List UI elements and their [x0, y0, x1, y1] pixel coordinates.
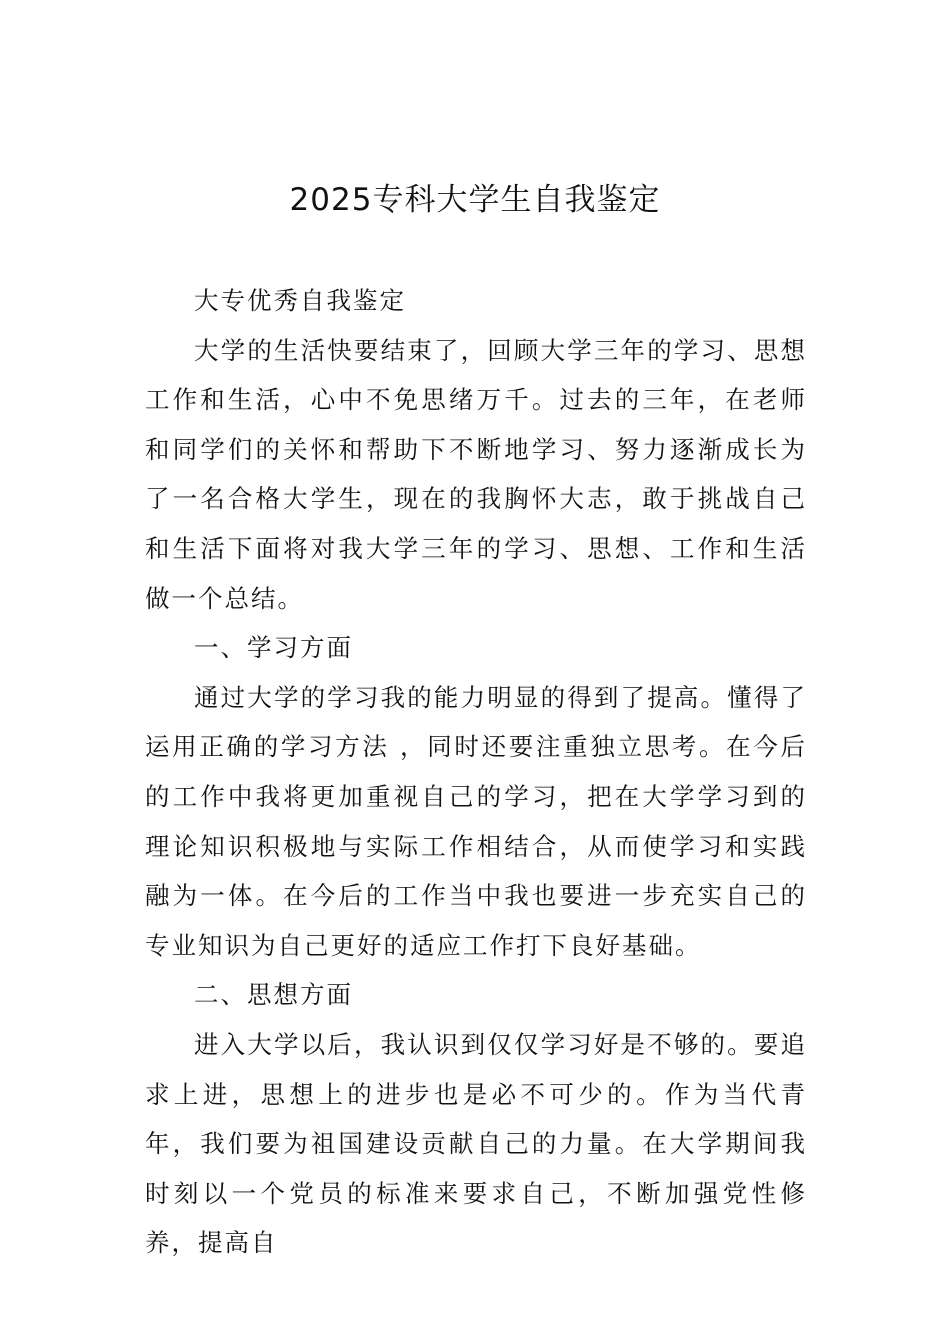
- paragraph-thought: 进入大学以后，我认识到仅仅学习好是不够的。要追求上进，思想上的进步也是必不可少的。作为当代青年，我们要为祖国建设贡献自己的力量。在大学期间我时刻以一个党员的标准来要求自己，不断加强党性修养，提高自: [145, 1029, 807, 1258]
- paragraph-intro: 大学的生活快要结束了，回顾大学三年的学习、思想工作和生活，心中不免思绪万千。过去的三年，在老师和同学们的关怀和帮助下不断地学习、努力逐渐成长为了一名合格大学生，现在的我胸怀大志，敢于挑战自己和生活下面将对我大学三年的学习、思想、工作和生活做一个总结。: [145, 335, 807, 613]
- section-heading-study: 一、学习方面: [194, 633, 353, 663]
- section-heading-thought: 二、思想方面: [194, 980, 353, 1010]
- paragraph-subtitle: 大专优秀自我鉴定: [194, 286, 406, 315]
- document-body: [145, 276, 807, 1268]
- paragraph-study: 通过大学的学习我的能力明显的得到了提高。懂得了运用正确的学习方法 ，同时还要注重独立思考。在今后的工作中我将更加重视自己的学习，把在大学学习到的理论知识积极地与实际工作相结合，从而使学习和实践融为一体。在今后的工作当中我也要进一步充实自己的专业知识为自己更好的适应工作打下良好基础。: [145, 682, 807, 960]
- document-title: 2025专科大学生自我鉴定: [289, 182, 661, 218]
